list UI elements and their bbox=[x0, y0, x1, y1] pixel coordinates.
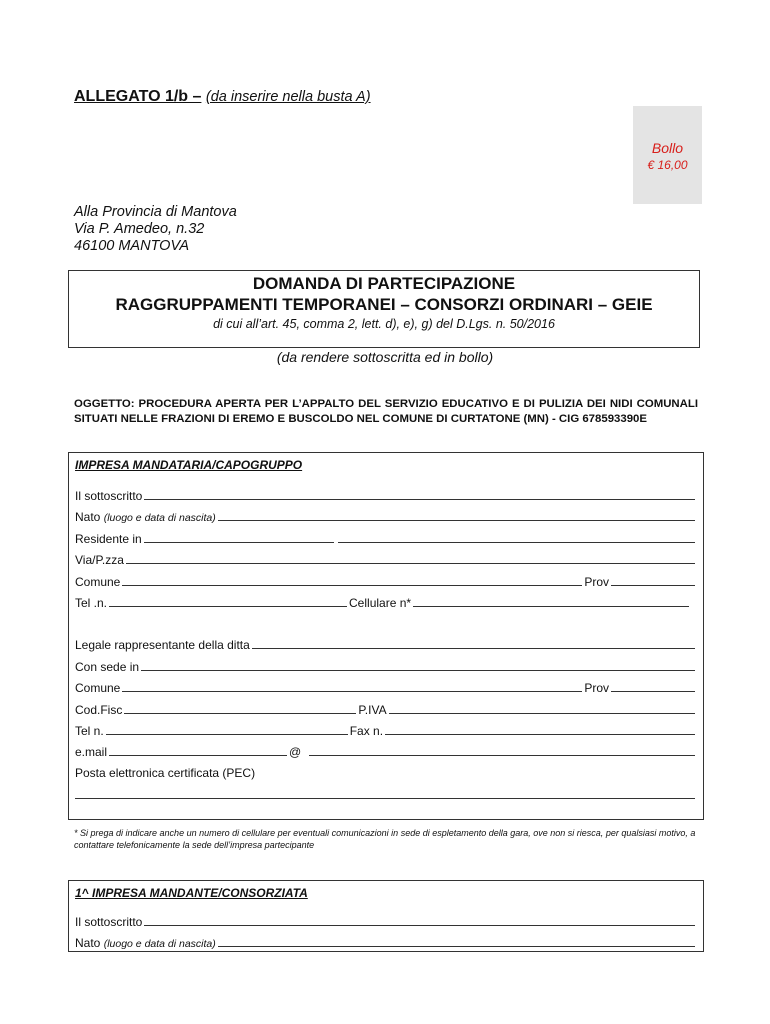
field-label: Tel n. bbox=[75, 724, 104, 738]
fill-line[interactable] bbox=[611, 691, 695, 692]
field-label: Nato (luogo e data di nascita) bbox=[75, 510, 216, 524]
allegato-heading bbox=[74, 88, 371, 106]
field-codfisc[interactable] bbox=[75, 701, 697, 717]
prov-label: Prov bbox=[584, 681, 609, 695]
field-sottoscritto-2[interactable] bbox=[75, 913, 697, 929]
bollo-stamp-box bbox=[633, 106, 702, 204]
field-comune[interactable] bbox=[75, 573, 697, 589]
fill-line[interactable] bbox=[124, 713, 356, 714]
fill-line[interactable] bbox=[122, 691, 582, 692]
title-line-1: DOMANDA DI PARTECIPAZIONE bbox=[252, 274, 516, 293]
field-label: Tel .n. bbox=[75, 596, 108, 610]
field-email[interactable] bbox=[75, 743, 697, 759]
busta-note: (da inserire nella busta A) bbox=[205, 89, 371, 105]
field-label: Il sottoscritto bbox=[75, 489, 143, 503]
fax-label: Fax n. bbox=[349, 724, 384, 738]
at-sign: @ bbox=[289, 745, 302, 759]
field-label: Legale rappresentante della ditta bbox=[75, 638, 250, 652]
address-line-3: 46100 MANTOVA bbox=[74, 238, 189, 254]
field-label: Comune bbox=[75, 681, 121, 695]
cellulare-footnote: * Si prega di indicare anche un numero di cellulare per eventuali comunicazioni in sede di espletamento della gara, ove non si riesca, per qualsiasi motivo, a contattare telefonicamente la sede dell’impresa partecipante bbox=[74, 828, 696, 850]
fill-line[interactable] bbox=[413, 606, 689, 607]
field-nato[interactable] bbox=[75, 508, 697, 524]
allegato-label: ALLEGATO 1/b – bbox=[74, 88, 202, 105]
field-label: e.mail bbox=[75, 745, 108, 759]
section-mandataria-title: IMPRESA MANDATARIA/CAPOGRUPPO bbox=[75, 458, 303, 472]
field-label: Il sottoscritto bbox=[75, 915, 143, 929]
piva-label: P.IVA bbox=[358, 703, 387, 717]
field-label: Via/P.zza bbox=[75, 553, 124, 567]
field-label: Nato (luogo e data di nascita) bbox=[75, 936, 216, 950]
fill-line[interactable] bbox=[252, 648, 695, 649]
address-line-1: Alla Provincia di Mantova bbox=[74, 204, 237, 220]
fill-line[interactable] bbox=[122, 585, 582, 586]
field-label: Con sede in bbox=[75, 660, 140, 674]
fill-line[interactable] bbox=[309, 755, 695, 756]
section-mandante bbox=[68, 880, 704, 952]
fill-line[interactable] bbox=[75, 798, 695, 799]
field-via[interactable] bbox=[75, 551, 697, 567]
prov-label: Prov bbox=[584, 575, 609, 589]
field-nato-2[interactable] bbox=[75, 934, 697, 950]
field-label: Cod.Fisc bbox=[75, 703, 123, 717]
fill-line[interactable] bbox=[141, 670, 695, 671]
section-mandante-title: 1^ IMPRESA MANDANTE/CONSORZIATA bbox=[75, 886, 308, 900]
bollo-label: Bollo bbox=[651, 140, 684, 156]
fill-line[interactable] bbox=[611, 585, 695, 586]
field-sottoscritto[interactable] bbox=[75, 487, 697, 503]
fill-line[interactable] bbox=[389, 713, 695, 714]
field-legale[interactable] bbox=[75, 636, 697, 652]
fill-line[interactable] bbox=[338, 542, 695, 543]
field-label: Comune bbox=[75, 575, 121, 589]
oggetto-text: OGGETTO: PROCEDURA APERTA PER L’APPALTO DEL SERVIZIO EDUCATIVO E DI PULIZIA DEI NIDI COMUNALI SITUATI NELLE FRAZIONI DI EREMO E BUSCOLDO NEL COMUNE DI CURTATONE (MN) - CIG 678593390E bbox=[74, 398, 698, 425]
address-line-2: Via P. Amedeo, n.32 bbox=[74, 221, 205, 237]
fill-line[interactable] bbox=[106, 734, 348, 735]
field-label: Posta elettronica certificata (PEC) bbox=[75, 766, 256, 780]
document-title-box bbox=[68, 270, 700, 348]
fill-line[interactable] bbox=[109, 755, 287, 756]
fill-line[interactable] bbox=[218, 946, 695, 947]
field-pec[interactable] bbox=[75, 786, 697, 802]
fill-line[interactable] bbox=[126, 563, 695, 564]
field-residente[interactable] bbox=[75, 530, 697, 546]
bollo-note: (da rendere sottoscritta ed in bollo) bbox=[276, 349, 494, 365]
fill-line[interactable] bbox=[144, 925, 695, 926]
section-mandataria bbox=[68, 452, 704, 820]
field-pec-label bbox=[75, 764, 697, 780]
field-tel[interactable] bbox=[75, 594, 697, 610]
fill-line[interactable] bbox=[144, 499, 695, 500]
cellulare-label: Cellulare n* bbox=[349, 596, 412, 610]
fill-line[interactable] bbox=[218, 520, 695, 521]
fill-line[interactable] bbox=[144, 542, 334, 543]
field-sede[interactable] bbox=[75, 658, 697, 674]
title-line-3: di cui all’art. 45, comma 2, lett. d), e), g) del D.Lgs. n. 50/2016 bbox=[213, 317, 555, 331]
title-line-2: RAGGRUPPAMENTI TEMPORANEI – CONSORZI ORDINARI – GEIE bbox=[115, 295, 653, 314]
field-label: Residente in bbox=[75, 532, 142, 546]
field-tel2[interactable] bbox=[75, 722, 697, 738]
fill-line[interactable] bbox=[385, 734, 695, 735]
field-comune2[interactable] bbox=[75, 679, 697, 695]
recipient-address bbox=[74, 204, 237, 255]
fill-line[interactable] bbox=[109, 606, 347, 607]
bollo-amount: € 16,00 bbox=[647, 158, 688, 172]
